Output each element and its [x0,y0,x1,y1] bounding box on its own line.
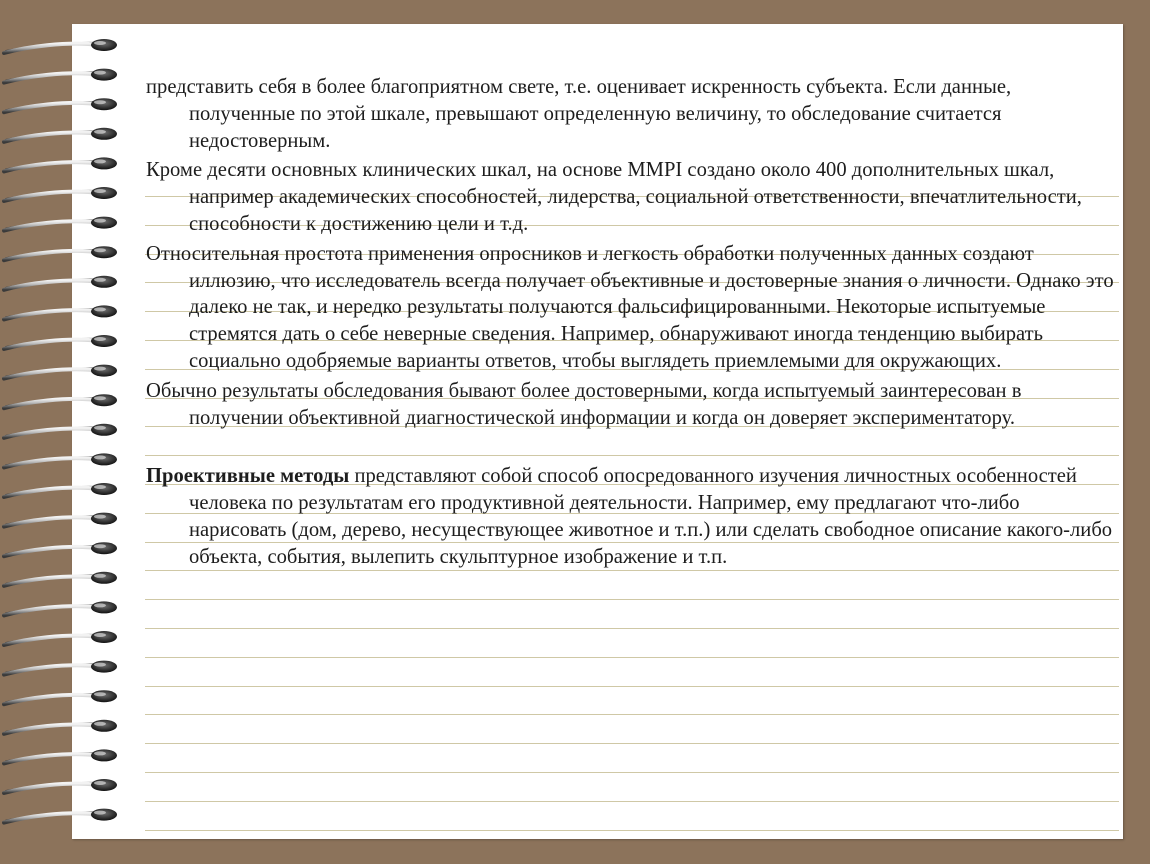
spiral-ring [4,661,117,675]
paragraph-1: представить себя в более благоприятном свете, т.е. оценивает искренность субъекта. Если данные, полученные по этой шкале, превышают определенную величину, то обследование считается недостоверным. [146,76,1012,152]
ruled-line [145,686,1119,687]
spiral-ring [4,601,117,615]
paragraph-2: Кроме десяти основных клинических шкал, на основе MMPI создано около 400 дополнительных шкал, например академических способностей, лидерства, социальной ответственности, впечатлительности, способности к достижению цели и т.д. [146,159,1082,235]
paragraph-4: Обычно результаты обследования бывают более достоверными, когда испытуемый заинтересован в получении объективной диагностической информации и когда он доверяет экспериментатору. [146,379,1022,429]
spiral-ring [4,483,117,497]
spiral-ring [4,98,117,112]
spiral-ring [4,513,117,527]
paragraph-5: Проективные методы представляют собой способ опосредованного изучения личностных особенностей человека по результатам его продуктивной деятельности. Например, ему предлагают что-либо нарисовать (дом, дерево, несуществующее животное и т.п.) или сделать свободное описание какого-либо объекта, события, вылепить скульптурное изображение и т.п. [146,465,1113,568]
spiral-ring [4,39,117,53]
spiral-ring [4,69,117,83]
ruled-line [145,714,1119,715]
spiral-ring [4,217,117,231]
ruled-line [145,830,1119,831]
spiral-ring [4,335,117,349]
spiral-ring [4,157,117,171]
spiral-ring [4,305,117,319]
spiral-ring [4,365,117,379]
spiral-binding [0,0,135,864]
spiral-ring [4,809,117,823]
spiral-ring [4,394,117,408]
ruled-line [145,657,1119,658]
spiral-ring [4,128,117,142]
spiral-ring [4,187,117,201]
spiral-ring [4,453,117,467]
ruled-line [145,743,1119,744]
spiral-ring [4,631,117,645]
spiral-ring [4,246,117,260]
spiral-ring [4,749,117,763]
paragraph-3: Относительная простота применения опросников и легкость обработки полученных данных создают иллюзию, что исследователь всегда получает объективные и достоверные знания о личности. Однако это далеко не так, и нередко результаты получаются фальсифицированными. Некоторые испытуемые стремятся дать о себе неверные сведения. Например, обнаруживают иногда тенденцию выбирать социально одобряемые варианты ответов, чтобы выглядеть приемлемыми для окружающих. [146,242,1114,372]
spiral-ring [4,542,117,556]
page-text [146,74,1116,574]
ruled-line [145,599,1119,600]
spiral-ring [4,690,117,704]
spiral-ring [4,424,117,438]
ruled-line [145,801,1119,802]
spiral-ring [4,720,117,734]
ruled-line [145,772,1119,773]
spiral-ring [4,779,117,793]
bold-term: Проективные методы [146,465,350,488]
ruled-line [145,628,1119,629]
spiral-ring [4,572,117,586]
spiral-ring [4,276,117,290]
